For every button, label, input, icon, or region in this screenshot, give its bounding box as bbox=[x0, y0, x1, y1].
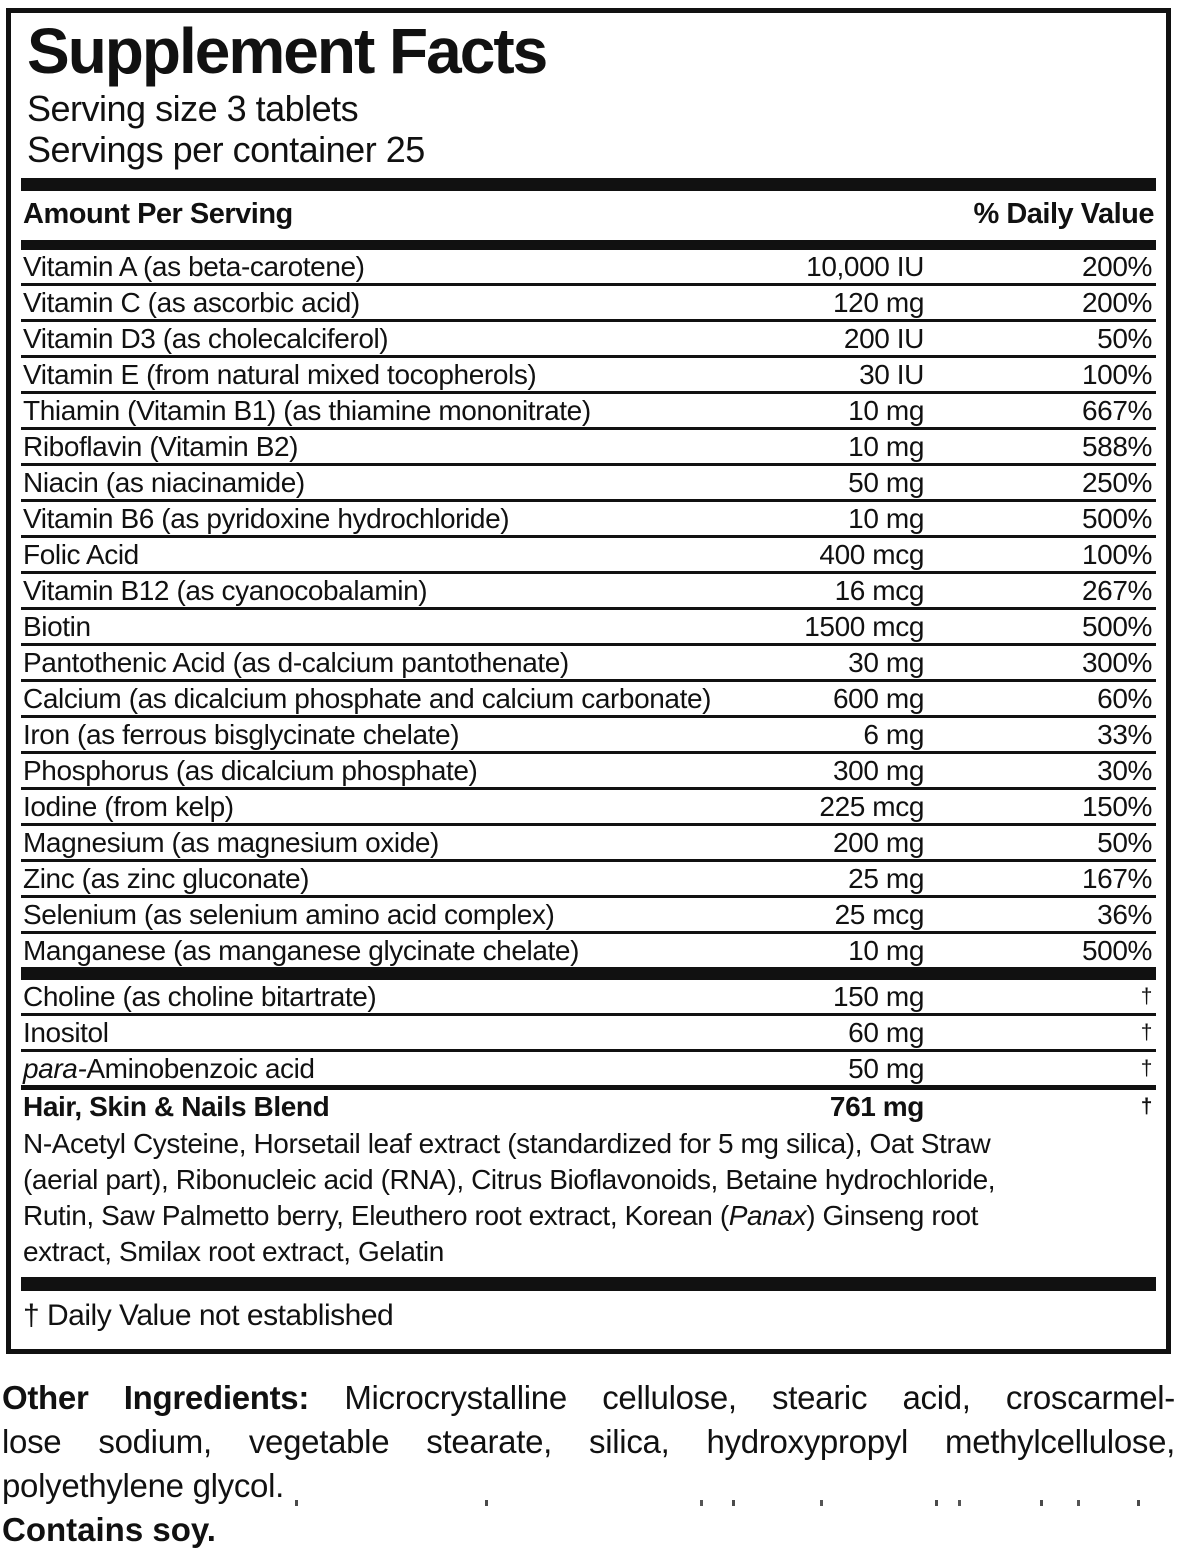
table-row bbox=[21, 430, 1156, 463]
nutrient-amount: 150 mg bbox=[833, 980, 924, 1012]
nutrient-daily-value: 33% bbox=[1097, 718, 1152, 750]
table-row bbox=[21, 1090, 1156, 1123]
nutrient-amount: 50 mg bbox=[848, 466, 924, 498]
panel-title: Supplement Facts bbox=[27, 15, 547, 87]
nutrient-name: Thiamin (Vitamin B1) (as thiamine mononitrate) bbox=[23, 394, 591, 426]
nutrient-name: Vitamin B12 (as cyanocobalamin) bbox=[23, 574, 428, 606]
nutrient-name: Vitamin D3 (as cholecalciferol) bbox=[23, 322, 389, 354]
nutrient-amount: 200 IU bbox=[843, 322, 924, 354]
blend-ingredients-line: N-Acetyl Cysteine, Horsetail leaf extract (standardized for 5 mg silica), Oat Straw bbox=[23, 1128, 991, 1160]
nutrient-name: Folic Acid bbox=[23, 538, 139, 570]
table-row bbox=[21, 826, 1156, 859]
nutrient-name: Manganese (as manganese glycinate chelate) bbox=[23, 934, 579, 966]
nutrient-amount: 761 mg bbox=[829, 1090, 924, 1122]
allergen-statement: Contains soy. bbox=[2, 1511, 216, 1549]
nutrient-daily-value: 150% bbox=[1081, 790, 1152, 822]
nutrient-amount: 50 mg bbox=[848, 1052, 924, 1084]
nutrient-name: Riboflavin (Vitamin B2) bbox=[23, 430, 299, 462]
nutrient-name: Iron (as ferrous bisglycinate chelate) bbox=[23, 718, 460, 750]
nutrient-daily-value: 267% bbox=[1081, 574, 1152, 606]
nutrient-name: Inositol bbox=[23, 1016, 109, 1048]
nutrient-amount: 400 mcg bbox=[819, 538, 924, 570]
table-row bbox=[21, 502, 1156, 535]
nutrient-name: Niacin (as niacinamide) bbox=[23, 466, 305, 498]
nutrient-daily-value: 500% bbox=[1081, 610, 1152, 642]
nutrient-daily-value: 200% bbox=[1081, 250, 1152, 282]
nutrient-daily-value: 500% bbox=[1081, 502, 1152, 534]
nutrient-name: Choline (as choline bitartrate) bbox=[23, 980, 377, 1012]
serving-size: Serving size 3 tablets bbox=[27, 88, 359, 130]
nutrient-daily-value: 100% bbox=[1081, 538, 1152, 570]
nutrient-name: Selenium (as selenium amino acid complex) bbox=[23, 898, 555, 930]
table-row bbox=[21, 250, 1156, 283]
table-row bbox=[21, 610, 1156, 643]
blend-row-container bbox=[21, 1090, 1156, 1123]
nutrient-name: Iodine (from kelp) bbox=[23, 790, 234, 822]
nutrient-name: para-Aminobenzoic acid bbox=[23, 1052, 315, 1084]
thick-divider bbox=[21, 1277, 1156, 1291]
nutrient-amount: 10 mg bbox=[848, 934, 924, 966]
nutrient-daily-value: 200% bbox=[1081, 286, 1152, 318]
table-row bbox=[21, 358, 1156, 391]
table-row bbox=[21, 538, 1156, 571]
nutrient-amount: 600 mg bbox=[833, 682, 924, 714]
table-row bbox=[21, 574, 1156, 607]
nutrient-table-main bbox=[21, 250, 1156, 967]
cut-off-text-marks bbox=[295, 1500, 298, 1506]
nutrient-daily-value: † bbox=[1140, 984, 1152, 1008]
table-row bbox=[21, 322, 1156, 355]
nutrient-amount: 30 IU bbox=[859, 358, 924, 390]
nutrient-name: Vitamin C (as ascorbic acid) bbox=[23, 286, 360, 318]
table-row bbox=[21, 934, 1156, 967]
other-ingredients-paragraph bbox=[2, 1376, 1175, 1508]
nutrient-daily-value: 250% bbox=[1081, 466, 1152, 498]
nutrient-amount: 10 mg bbox=[848, 394, 924, 426]
nutrient-amount: 300 mg bbox=[833, 754, 924, 786]
table-row bbox=[21, 862, 1156, 895]
supplement-facts-panel bbox=[6, 8, 1171, 1354]
table-row bbox=[21, 682, 1156, 715]
below-panel-text bbox=[0, 1376, 1177, 1552]
table-row bbox=[21, 718, 1156, 751]
nutrient-amount: 16 mcg bbox=[834, 574, 924, 606]
table-row bbox=[21, 1016, 1156, 1049]
table-row bbox=[21, 980, 1156, 1013]
nutrient-daily-value: 50% bbox=[1097, 826, 1152, 858]
nutrient-amount: 200 mg bbox=[833, 826, 924, 858]
blend-ingredients-line: extract, Smilax root extract, Gelatin bbox=[23, 1236, 444, 1268]
nutrient-amount: 1500 mcg bbox=[804, 610, 924, 642]
nutrient-name: Vitamin A (as beta-carotene) bbox=[23, 250, 365, 282]
nutrient-amount: 225 mcg bbox=[819, 790, 924, 822]
nutrient-amount: 25 mcg bbox=[834, 898, 924, 930]
servings-per-container: Servings per container 25 bbox=[27, 129, 425, 171]
other-ingredients-line: Other Ingredients: Microcrystalline cellulose, stearic acid, croscarmel- bbox=[2, 1379, 1175, 1417]
nutrient-name: Biotin bbox=[23, 610, 91, 642]
thick-divider bbox=[21, 967, 1156, 980]
column-header-daily-value: % Daily Value bbox=[973, 198, 1154, 231]
nutrient-daily-value: 30% bbox=[1097, 754, 1152, 786]
column-header-amount: Amount Per Serving bbox=[23, 198, 293, 231]
nutrient-daily-value: 36% bbox=[1097, 898, 1152, 930]
daily-value-footnote: † Daily Value not established bbox=[23, 1299, 394, 1333]
nutrient-daily-value: 300% bbox=[1081, 646, 1152, 678]
nutrient-amount: 10 mg bbox=[848, 502, 924, 534]
other-ingredients-line: polyethylene glycol. bbox=[2, 1467, 285, 1505]
nutrient-daily-value: 60% bbox=[1097, 682, 1152, 714]
nutrient-amount: 60 mg bbox=[848, 1016, 924, 1048]
thick-divider bbox=[21, 240, 1156, 250]
table-row bbox=[21, 466, 1156, 499]
nutrient-daily-value: † bbox=[1140, 1056, 1152, 1080]
table-row bbox=[21, 898, 1156, 931]
thick-divider bbox=[21, 178, 1156, 191]
nutrient-daily-value: 100% bbox=[1081, 358, 1152, 390]
nutrient-amount: 120 mg bbox=[833, 286, 924, 318]
table-row bbox=[21, 286, 1156, 319]
nutrient-amount: 6 mg bbox=[863, 718, 924, 750]
nutrient-amount: 10,000 IU bbox=[806, 250, 924, 282]
table-row bbox=[21, 394, 1156, 427]
nutrient-name: Vitamin E (from natural mixed tocopherols) bbox=[23, 358, 537, 390]
nutrient-daily-value: 667% bbox=[1081, 394, 1152, 426]
nutrient-table-secondary bbox=[21, 980, 1156, 1085]
nutrient-name: Phosphorus (as dicalcium phosphate) bbox=[23, 754, 478, 786]
table-row bbox=[21, 646, 1156, 679]
nutrient-daily-value: † bbox=[1140, 1020, 1152, 1044]
nutrient-name: Vitamin B6 (as pyridoxine hydrochloride) bbox=[23, 502, 510, 534]
nutrient-name: Calcium (as dicalcium phosphate and calcium carbonate) bbox=[23, 682, 712, 714]
blend-ingredients-paragraph bbox=[23, 1126, 1156, 1270]
nutrient-amount: 30 mg bbox=[848, 646, 924, 678]
nutrient-daily-value: 167% bbox=[1081, 862, 1152, 894]
nutrient-name: Hair, Skin & Nails Blend bbox=[23, 1090, 330, 1122]
nutrient-daily-value: 500% bbox=[1081, 934, 1152, 966]
nutrient-daily-value: 50% bbox=[1097, 322, 1152, 354]
table-row bbox=[21, 1052, 1156, 1085]
nutrient-amount: 25 mg bbox=[848, 862, 924, 894]
nutrient-daily-value: † bbox=[1140, 1094, 1152, 1118]
table-row bbox=[21, 754, 1156, 787]
nutrient-name: Pantothenic Acid (as d-calcium pantothenate) bbox=[23, 646, 569, 678]
table-row bbox=[21, 790, 1156, 823]
nutrient-amount: 10 mg bbox=[848, 430, 924, 462]
nutrient-name: Zinc (as zinc gluconate) bbox=[23, 862, 310, 894]
nutrient-daily-value: 588% bbox=[1081, 430, 1152, 462]
blend-ingredients-line: (aerial part), Ribonucleic acid (RNA), Citrus Bioflavonoids, Betaine hydrochloride, bbox=[23, 1164, 996, 1196]
nutrient-name: Magnesium (as magnesium oxide) bbox=[23, 826, 439, 858]
other-ingredients-line: lose sodium, vegetable stearate, silica, hydroxypropyl methylcellulose, bbox=[2, 1423, 1175, 1461]
blend-ingredients-line: Rutin, Saw Palmetto berry, Eleuthero root extract, Korean (Panax) Ginseng root bbox=[23, 1200, 979, 1232]
column-header-row bbox=[21, 191, 1156, 240]
